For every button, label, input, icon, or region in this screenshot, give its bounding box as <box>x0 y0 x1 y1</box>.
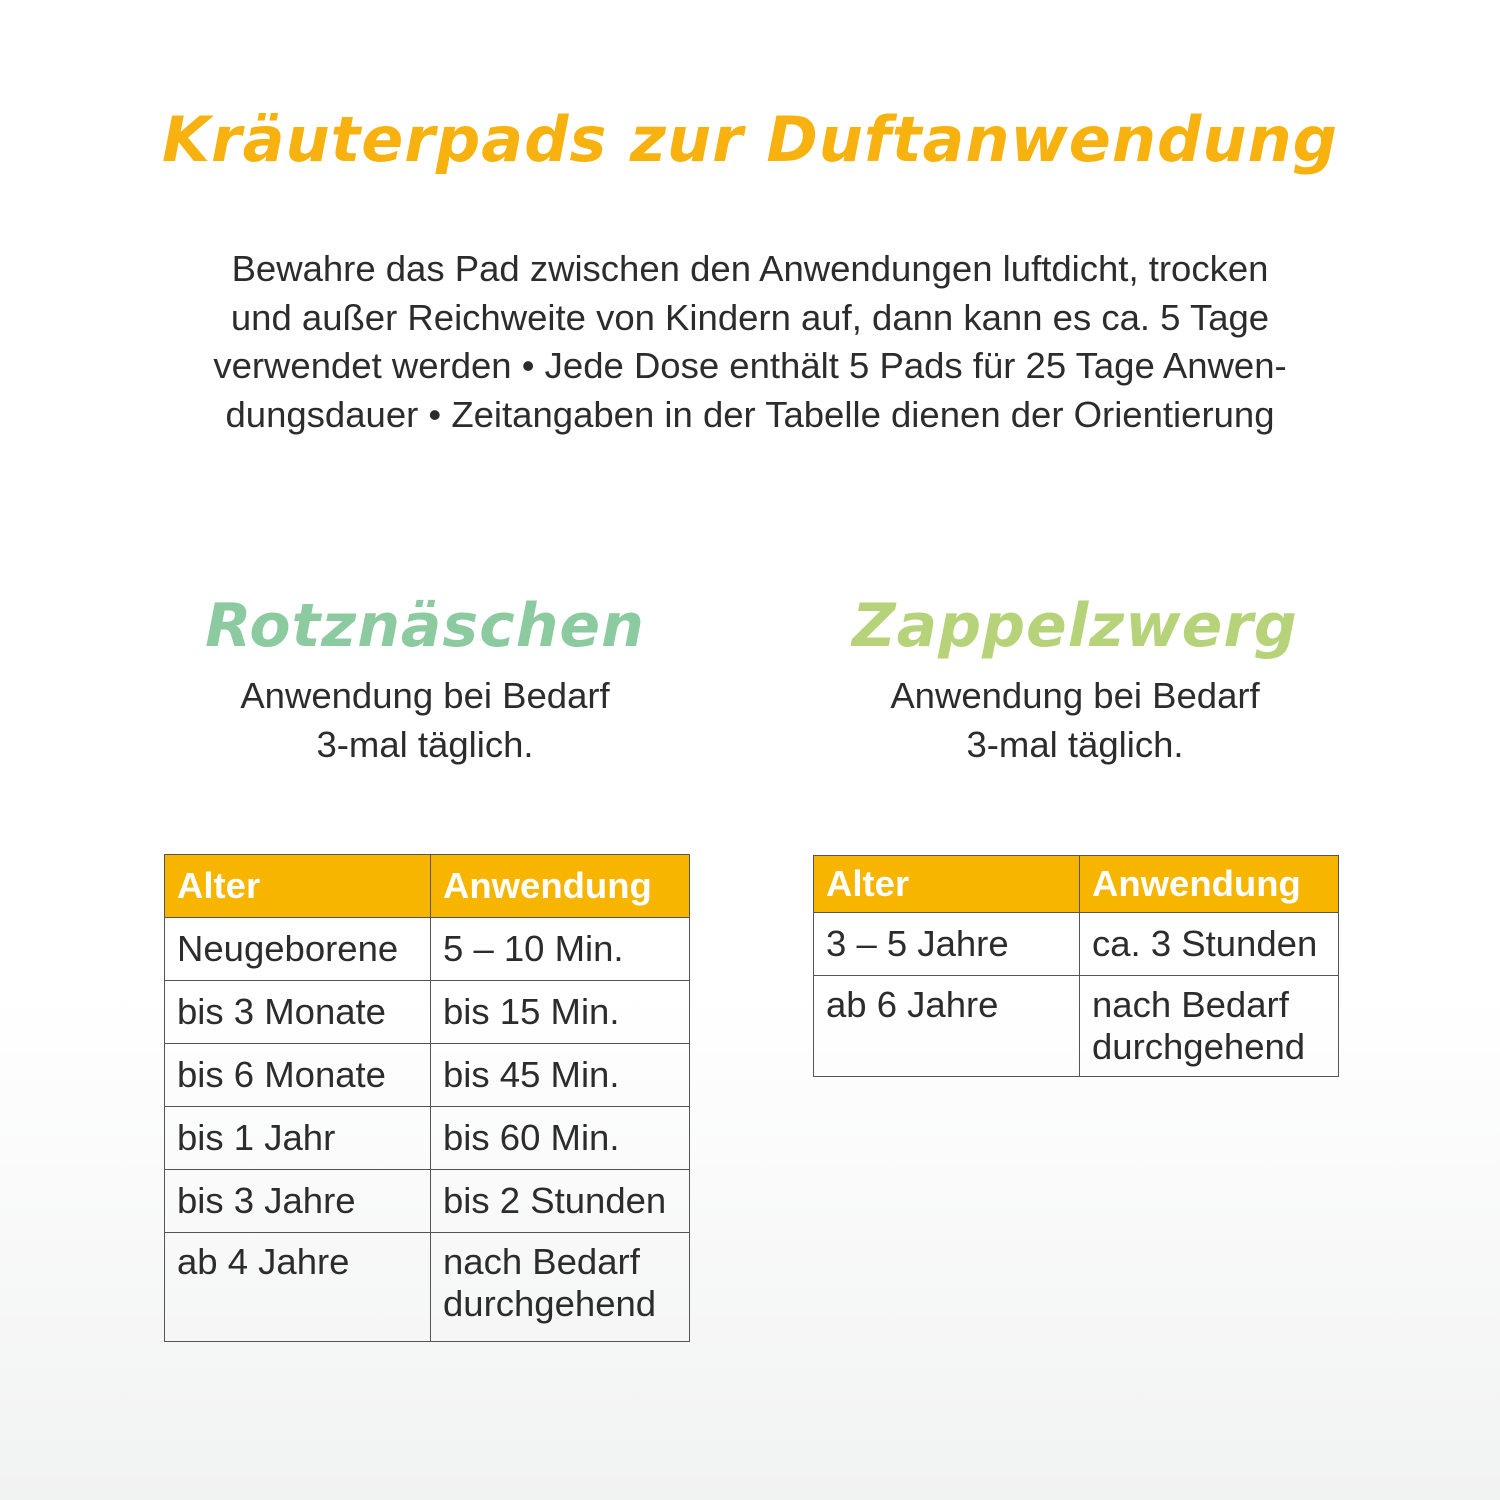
table-row <box>165 918 690 981</box>
table-row <box>165 1044 690 1107</box>
cell-line: nach Bedarf <box>443 1241 640 1282</box>
cell-anwendung: bis 45 Min. <box>431 1044 690 1107</box>
table-row <box>814 913 1339 976</box>
cell-alter: 3 – 5 Jahre <box>814 913 1080 976</box>
product-name: Rotznäschen <box>205 591 645 661</box>
cell-alter: ab 6 Jahre <box>814 976 1080 1077</box>
product-usage <box>800 672 1350 769</box>
cell-anwendung: 5 – 10 Min. <box>431 918 690 981</box>
usage-line: 3-mal täglich. <box>966 723 1184 765</box>
intro-line: verwendet werden • Jede Dose enthält 5 Pads für 25 Tage Anwen- <box>213 345 1287 386</box>
table-row <box>814 976 1339 1077</box>
cell-alter: ab 4 Jahre <box>165 1233 431 1342</box>
dosage-table-rotznaeschen <box>164 854 690 1342</box>
intro-line: Bewahre das Pad zwischen den Anwendungen luftdicht, trocken <box>231 248 1269 289</box>
table-row <box>165 1170 690 1233</box>
cell-alter: bis 3 Jahre <box>165 1170 431 1233</box>
cell-line: durchgehend <box>1092 1026 1306 1067</box>
cell-anwendung <box>431 1233 690 1342</box>
cell-line: nach Bedarf <box>1092 984 1289 1025</box>
table-row <box>165 1107 690 1170</box>
cell-anwendung: bis 2 Stunden <box>431 1170 690 1233</box>
cell-alter: bis 3 Monate <box>165 981 431 1044</box>
product-zappelzwerg <box>800 586 1350 769</box>
header-anwendung: Anwendung <box>431 855 690 918</box>
page-title: Kräuterpads zur Duftanwendung <box>161 103 1339 176</box>
intro-text <box>150 245 1350 439</box>
cell-anwendung <box>1080 976 1339 1077</box>
cell-anwendung: bis 15 Min. <box>431 981 690 1044</box>
dosage-table-zappelzwerg <box>813 855 1339 1077</box>
intro-line: und außer Reichweite von Kindern auf, dann kann es ca. 5 Tage <box>230 296 1270 338</box>
cell-anwendung: bis 60 Min. <box>431 1107 690 1170</box>
header-anwendung: Anwendung <box>1080 856 1339 913</box>
table-header-row <box>165 855 690 918</box>
header-alter: Alter <box>814 856 1080 913</box>
product-rotznaeschen <box>150 586 700 769</box>
table-row <box>165 1233 690 1342</box>
table-header-row <box>814 856 1339 913</box>
usage-line: Anwendung bei Bedarf <box>890 675 1260 716</box>
cell-alter: bis 1 Jahr <box>165 1107 431 1170</box>
cell-anwendung: ca. 3 Stunden <box>1080 913 1339 976</box>
intro-line: dungsdauer • Zeitangaben in der Tabelle dienen der Orientierung <box>225 393 1275 435</box>
cell-line: durchgehend <box>443 1283 657 1324</box>
header-alter: Alter <box>165 855 431 918</box>
cell-alter: bis 6 Monate <box>165 1044 431 1107</box>
product-usage <box>150 672 700 769</box>
product-name: Zappelzwerg <box>852 591 1298 661</box>
usage-line: Anwendung bei Bedarf <box>240 675 610 716</box>
table-row <box>165 981 690 1044</box>
cell-alter: Neugeborene <box>165 918 431 981</box>
usage-line: 3-mal täglich. <box>316 723 534 765</box>
